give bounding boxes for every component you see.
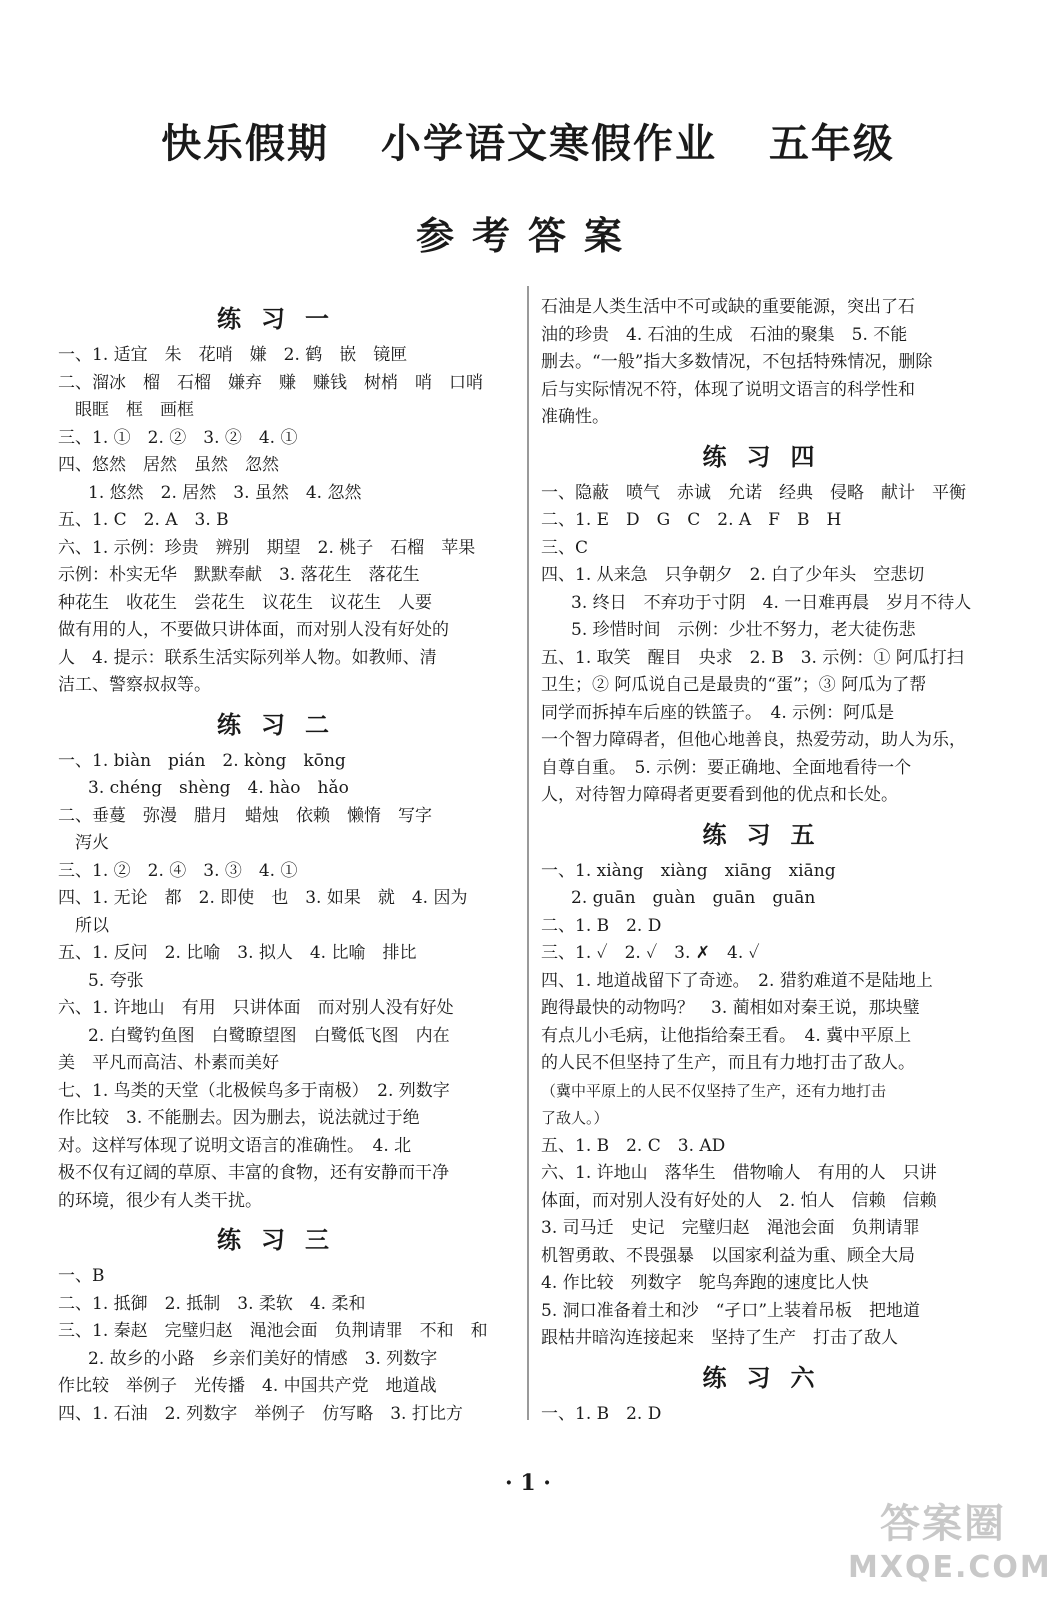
answer-line: 五、1. 取笑 醒目 央求 2. B 3. 示例：① 阿瓜打扫 [541,647,964,668]
answer-line: 四、1. 从来急 只争朝夕 2. 白了少年头 空悲切 [541,565,925,585]
answer-line: 二、1. E D G C 2. A F B H [541,510,842,530]
answer-line: 2. 故乡的小路 乡亲们美好的情感 3. 列数字 [88,1348,438,1369]
right-column [541,294,996,1428]
section-heading: 练习三 [217,1226,349,1254]
section-heading: 练习四 [702,442,835,471]
column-divider [527,286,529,1420]
answer-line: 四、1. 石油 2. 列数字 举例子 仿写略 3. 打比方 [58,1403,463,1424]
answer-line: 四、1. 无论 都 2. 即使 也 3. 如果 就 4. 因为 [58,888,468,908]
answer-line: 二、1. B 2. D [541,915,662,936]
answer-line: 作比较 举例子 光传播 4. 中国共产党 地道战 [58,1376,437,1396]
answer-line: 一、1. 适宜 朱 花哨 嫌 2. 鹤 嵌 镜匣 [58,345,408,365]
answer-line: 一、1. B 2. D [541,1403,662,1424]
section-heading: 练习二 [217,710,349,739]
answer-line: 3. chéng shèng 4. hào hǎo [88,778,349,798]
answer-line: 跟枯井暗沟连接起来 坚持了生产 打击了敌人 [541,1328,898,1348]
answer-section [541,440,996,810]
answer-line: 六、1. 许地山 有用 只讲体面 而对别人没有好处 [58,998,454,1018]
answer-line: 七、1. 鸟类的天堂（北极候鸟多于南极） 2. 列数字 [58,1080,450,1101]
answer-line: 有点儿小毛病，让他指给秦王看。 4. 冀中平原上 [541,1025,912,1046]
answer-line: 5. 夸张 [88,970,144,991]
answer-line: 的环境，很少有人类干扰。 [58,1190,262,1211]
answer-line: 3. 终日 不弃功于寸阴 4. 一日难再晨 岁月不待人 [571,592,972,613]
answer-line: 了敌人。） [541,1109,609,1127]
answer-line: 三、C [541,537,589,558]
answer-line: 所以 [58,915,109,936]
answer-line: 示例：朴实无华 默默奉献 3. 落花生 落花生 [58,565,420,585]
watermark-line-2: MXQE.COM [848,1550,1052,1585]
answer-line: 5. 洞口准备着土和沙 “孑口”上装着吊板 把地道 [541,1300,921,1321]
answer-line: 二、溜冰 榴 石榴 嫌弃 赚 赚钱 树梢 哨 口哨 [58,372,483,393]
answer-line: 眼眶 框 画框 [58,400,194,420]
answer-section [541,818,996,1353]
answer-line: 做有用的人，不要做只讲体面，而对别人没有好处的 [58,620,449,640]
answer-line: 同学而拆掉车后座的铁篮子。 4. 示例：阿瓜是 [541,702,895,723]
answer-line: 极不仅有辽阔的草原、丰富的食物，还有安静而干净 [58,1163,449,1183]
answer-line: 一、1. biàn pián 2. kòng kōng [58,750,346,771]
answer-section [541,1361,996,1429]
answer-line: 二、1. 抵御 2. 抵制 3. 柔软 4. 柔和 [58,1293,366,1314]
answer-line: 作比较 3. 不能删去。因为删去，说法就过于绝 [58,1108,420,1128]
answer-line: 人，对待智力障碍者更要看到他的优点和长处。 [541,785,898,805]
answer-line: 一、隐蔽 喷气 赤诚 允诺 经典 侵略 献计 平衡 [541,482,966,503]
answer-line: 洁工、警察叔叔等。 [58,675,211,695]
answer-line: 3. 司马迁 史记 完璧归赵 渑池会面 负荆请罪 [541,1218,920,1238]
answer-line: 三、1. 秦赵 完璧归赵 渑池会面 负荆请罪 不和 和 [58,1321,488,1341]
answer-line: 自尊自重。 5. 示例：要正确地、全面地看待一个 [541,757,912,778]
answer-section [58,708,508,1216]
answer-line: 一个智力障碍者，但他心地善良，热爱劳动，助人为乐， [541,730,966,750]
page-title [0,116,1056,172]
answer-line: 1. 悠然 2. 居然 3. 虽然 4. 忽然 [88,482,362,503]
title-part-3: 五年级 [768,121,895,167]
answer-line: 五、1. 反问 2. 比喻 3. 拟人 4. 比喻 排比 [58,943,417,963]
answer-section [58,1223,508,1428]
answer-line: 一、1. xiàng xiàng xiāng xiāng [541,860,836,881]
answer-line: 一、B [58,1266,105,1286]
answer-line: （冀中平原上的人民不仅坚持了生产，还有力地打击 [541,1081,887,1100]
answer-line: 五、1. C 2. A 3. B [58,510,229,530]
answer-line: 的人民不但坚持了生产，而且有力地打击了敌人。 [541,1053,915,1073]
answer-line: 机智勇敢、不畏强暴 以国家利益为重、顾全大局 [541,1245,915,1266]
answer-line: 石油是人类生活中不可或缺的重要能源，突出了石 [541,297,915,317]
answer-line: 删去。“一般”指大多数情况，不包括特殊情况，删除 [541,352,933,372]
left-column [58,294,508,1428]
answer-line: 2. 白鹭钓鱼图 白鹭瞭望图 白鹭低飞图 内在 [88,1025,450,1046]
answer-line: 对。这样写体现了说明文语言的准确性。 4. 北 [58,1135,412,1156]
answer-line: 准确性。 [541,407,609,427]
answer-line: 四、悠然 居然 虽然 忽然 [58,455,279,475]
answer-line: 五、1. B 2. C 3. AD [541,1135,726,1156]
title-part-2: 小学语文寒假作业 [381,121,717,167]
title-part-1: 快乐假期 [161,121,330,167]
answer-line: 三、1. ① 2. ② 3. ② 4. ① [58,427,298,448]
answer-line: 4. 作比较 列数字 鸵鸟奔跑的速度比人快 [541,1273,869,1293]
answer-line: 种花生 收花生 尝花生 议花生 议花生 人要 [58,592,432,613]
answer-line: 三、1. ✓ 2. ✓ 3. ✗ 4. ✓ [541,943,760,963]
answer-line: 油的珍贵 4. 石油的生成 石油的聚集 5. 不能 [541,324,908,345]
answer-line: 2. guān guàn guān guān [571,888,816,908]
answer-line: 泻火 [58,833,109,853]
answer-section [541,294,996,432]
answer-line: 六、1. 许地山 落华生 借物喻人 有用的人 只讲 [541,1163,937,1183]
page-number: · 1 · [505,1470,551,1496]
section-heading: 练习五 [702,820,835,849]
section-heading: 练习一 [217,305,349,333]
watermark-logo [848,1498,1052,1594]
answer-line: 三、1. ② 2. ④ 3. ③ 4. ① [58,860,298,881]
answer-line: 六、1. 示例：珍贵 辨别 期望 2. 桃子 石榴 苹果 [58,537,476,558]
answer-line: 二、垂蔓 弥漫 腊月 蜡烛 依赖 懒惰 写字 [58,805,432,826]
answer-line: 人 4. 提示：联系生活实际列举人物。如教师、清 [58,647,437,668]
answer-line: 四、1. 地道战留下了奇迹。 2. 猎豹难道不是陆地上 [541,970,933,991]
answer-line: 跑得最快的动物吗？ 3. 蔺相如对秦王说，那块璧 [541,998,920,1018]
page-subtitle: 参考答案 [415,214,640,258]
section-heading: 练习六 [702,1363,835,1392]
watermark-line-1: 答案圈 [880,1501,1006,1547]
answer-line: 后与实际情况不符，体现了说明文语言的科学性和 [541,379,915,400]
answer-line: 体面，而对别人没有好处的人 2. 怕人 信赖 信赖 [541,1190,937,1211]
answer-line: 美 平凡而高洁、朴素而美好 [58,1053,279,1073]
answer-line: 5. 珍惜时间 示例：少壮不努力，老大徒伤悲 [571,620,916,640]
answer-section [58,302,508,700]
answer-line: 卫生；② 阿瓜说自己是最贵的“蛋”；③ 阿瓜为了帮 [541,675,927,695]
